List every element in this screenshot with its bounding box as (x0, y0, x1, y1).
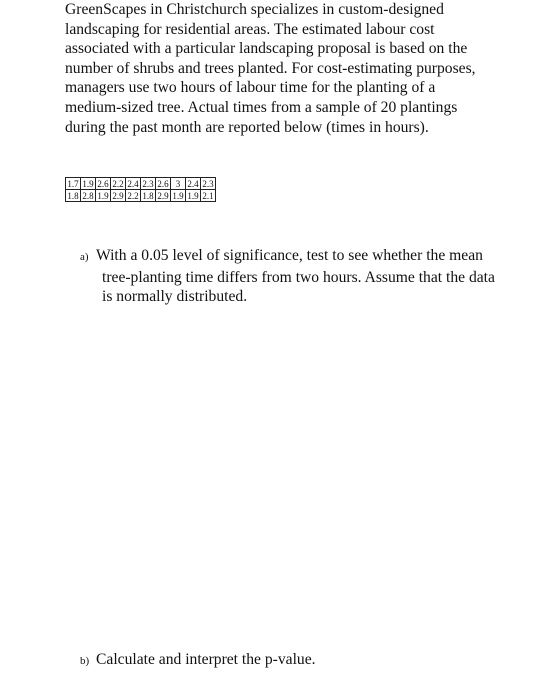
problem-intro: GreenScapes in Christchurch specializes in custom-designed landscaping for residential areas. The estimated labour cost associated with a particular landscaping proposal is based on the number of shrubs and trees planted. For cost-estimating purposes, managers use two hours of labour time for the planting of a medium-sized tree. Actual times from a sample of 20 plantings during the past month are reported below (times in hours). (65, 1, 476, 136)
question-a-body (80, 246, 500, 307)
table-cell: 2.2 (112, 178, 124, 189)
question-b (80, 650, 500, 672)
planting-times-table (65, 177, 216, 202)
question-a-text: With a 0.05 level of significance, test to see whether the mean tree-planting time differs from two hours. Assume that the data is normally distributed. (96, 247, 495, 305)
table-cell: 1.8 (142, 190, 154, 201)
table-cell: 2.2 (127, 190, 139, 201)
table-cell: 1.9 (187, 190, 199, 201)
table-cell: 1.9 (82, 178, 94, 189)
table-cell: 2.4 (187, 178, 199, 189)
table-cell: 2.9 (112, 190, 124, 201)
table-cell: 1.7 (67, 178, 79, 189)
table-cell: 2.6 (97, 178, 109, 189)
table-cell: 1.8 (67, 190, 79, 201)
table-cell: 2.3 (202, 178, 214, 189)
question-a (80, 246, 500, 307)
table-cell: 2.8 (82, 190, 94, 201)
table-cell: 1.9 (172, 190, 184, 201)
question-b-text: Calculate and interpret the p-value. (96, 651, 316, 668)
table-row (66, 190, 216, 202)
table-cell: 2.4 (127, 178, 139, 189)
table-cell: 2.6 (157, 178, 169, 189)
question-a-marker: a) (80, 251, 89, 263)
table-cell: 2.3 (142, 178, 154, 189)
question-b-marker: b) (80, 655, 90, 667)
table-cell: 2.1 (202, 190, 214, 201)
table-row (66, 178, 216, 190)
table-cell: 2.9 (157, 190, 169, 201)
table-cell: 3 (171, 178, 186, 190)
table-cell: 1.9 (97, 190, 109, 201)
